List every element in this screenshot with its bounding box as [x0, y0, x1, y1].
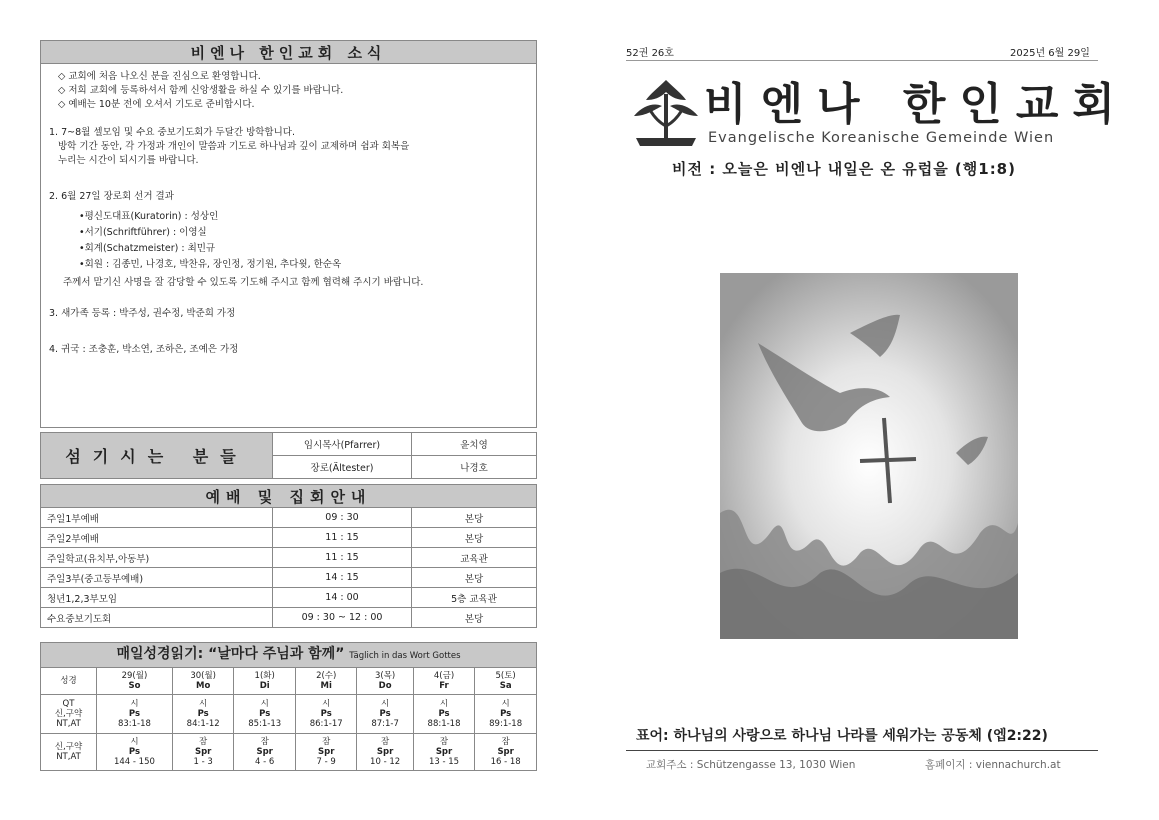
table-row [41, 548, 537, 568]
reading-cell: 시 Ps 88:1-18 [413, 695, 475, 734]
vision-statement: 비전 : 오늘은 비엔나 내일은 온 유럽을 (행1:8) [672, 160, 1016, 178]
cover-artwork [720, 273, 1018, 639]
reading-cell: 시 Ps 83:1-18 [97, 695, 173, 734]
worship-table [40, 484, 537, 628]
reading-cell: 잠 Spr 10 - 12 [357, 734, 413, 771]
issue-date: 2025년 6월 29일 [1010, 48, 1090, 59]
church-homepage: 홈페이지 : viennachurch.at [925, 759, 1061, 771]
welcome-line: ◇ 교회에 처음 나오신 분을 진심으로 환영합니다. [58, 71, 261, 82]
volume-number: 52권 26호 [626, 48, 674, 59]
reading-cell: 시 Ps 86:1-17 [295, 695, 357, 734]
news-title: 비엔나 한인교회 소식 [40, 40, 537, 64]
row-label: QT 신,구약 NT,AT [41, 695, 97, 734]
bible-title: 매일성경읽기: “날마다 주님과 함께” [116, 646, 345, 662]
reading-cell: 잠 Spr 1 - 3 [172, 734, 234, 771]
service-name: 청년1,2,3부모임 [41, 588, 273, 608]
election-line: •회원 : 김종민, 나경호, 박찬유, 장인정, 정기원, 추다윗, 한순옥 [79, 259, 342, 270]
reading-cell: 시 Ps 87:1-7 [357, 695, 413, 734]
day-cell: 29(월) So [97, 668, 173, 695]
reading-cell: 잠 Spr 4 - 6 [234, 734, 296, 771]
service-time: 11 : 15 [273, 548, 412, 568]
col-label: 성경 [41, 668, 97, 695]
servers-title: 섬기시는 분들 [41, 433, 273, 479]
news-body [40, 64, 537, 428]
reading-cell: 잠 Spr 7 - 9 [295, 734, 357, 771]
bible-reading-table [40, 642, 537, 771]
server-name: 나경호 [412, 456, 537, 479]
service-name: 주일학교(유치부,아동부) [41, 548, 273, 568]
reading-cell: 시 Ps 85:1-13 [234, 695, 296, 734]
news-item-1-detail: 누리는 시간이 되시기를 바랍니다. [58, 155, 199, 166]
service-place: 본당 [412, 608, 537, 628]
news-item-1-detail: 방학 기간 동안, 각 가정과 개인이 말씀과 기도로 하나님과 깊이 교제하며 쉼과 회복을 [58, 141, 410, 152]
table-row [41, 668, 537, 695]
table-row [41, 528, 537, 548]
news-item-1: 1. 7~8월 셀모임 및 수요 중보기도회가 두달간 방학합니다. [49, 127, 295, 138]
server-role: 장로(Ältester) [273, 456, 412, 479]
bible-title-de: Täglich in das Wort Gottes [349, 651, 461, 661]
election-line: •회계(Schatzmeister) : 최민규 [79, 243, 216, 254]
election-line: •평신도대표(Kuratorin) : 성상인 [79, 211, 219, 222]
service-time: 14 : 00 [273, 588, 412, 608]
news-item-2: 2. 6월 27일 장로회 선거 결과 [49, 191, 174, 202]
day-cell: 3(목) Do [357, 668, 413, 695]
table-row [41, 734, 537, 771]
divider [626, 750, 1098, 751]
server-role: 임시목사(Pfarrer) [273, 433, 412, 456]
divider [626, 60, 1098, 61]
day-cell: 1(화) Di [234, 668, 296, 695]
day-cell: 2(수) Mi [295, 668, 357, 695]
election-footer: 주께서 맡기신 사명을 잘 감당할 수 있도록 기도해 주시고 함께 협력해 주시기 바랍니다. [63, 277, 424, 288]
motto: 표어: 하나님의 사랑으로 하나님 나라를 세워가는 공동체 (엡2:22) [636, 728, 1048, 744]
news-item-4: 4. 귀국 : 조충훈, 박소연, 조하은, 조예은 가정 [49, 344, 239, 355]
table-row [41, 568, 537, 588]
day-cell: 5(토) Sa [475, 668, 537, 695]
election-line: •서기(Schriftführer) : 이영실 [79, 227, 207, 238]
church-address: 교회주소 : Schützengasse 13, 1030 Wien [646, 759, 856, 771]
reading-cell: 시 Ps 84:1-12 [172, 695, 234, 734]
table-row [41, 588, 537, 608]
church-subtitle: Evangelische Koreanische Gemeinde Wien [708, 130, 1055, 146]
service-name: 수요중보기도회 [41, 608, 273, 628]
row-label: 신,구약 NT,AT [41, 734, 97, 771]
service-place: 본당 [412, 508, 537, 528]
reading-cell: 시 Ps 144 - 150 [97, 734, 173, 771]
service-time: 14 : 15 [273, 568, 412, 588]
service-name: 주일1부예배 [41, 508, 273, 528]
reading-cell: 잠 Spr 16 - 18 [475, 734, 537, 771]
service-time: 09 : 30 ~ 12 : 00 [273, 608, 412, 628]
service-name: 주일2부예배 [41, 528, 273, 548]
worship-title: 예배 및 집회안내 [41, 485, 537, 508]
service-time: 09 : 30 [273, 508, 412, 528]
servers-table [40, 432, 537, 479]
reading-cell: 잠 Spr 13 - 15 [413, 734, 475, 771]
day-cell: 30(월) Mo [172, 668, 234, 695]
welcome-line: ◇ 예배는 10분 전에 오셔서 기도로 준비합시다. [58, 99, 255, 110]
service-place: 교육관 [412, 548, 537, 568]
service-name: 주일3부(중고등부예배) [41, 568, 273, 588]
service-place: 5층 교육관 [412, 588, 537, 608]
church-title: 비엔나 한인교회 [704, 79, 1129, 130]
day-cell: 4(금) Fr [413, 668, 475, 695]
server-name: 윤치영 [412, 433, 537, 456]
table-row [41, 508, 537, 528]
reading-cell: 시 Ps 89:1-18 [475, 695, 537, 734]
service-place: 본당 [412, 568, 537, 588]
service-place: 본당 [412, 528, 537, 548]
cross-horizontal [860, 459, 916, 461]
bible-title-cell [41, 643, 537, 668]
news-item-3: 3. 새가족 등록 : 박주성, 권수정, 박준희 가정 [49, 308, 236, 319]
welcome-line: ◇ 저희 교회에 등록하셔서 함께 신앙생활을 하실 수 있기를 바랍니다. [58, 85, 344, 96]
table-row [41, 695, 537, 734]
church-logo-icon [628, 76, 704, 152]
table-row [41, 608, 537, 628]
service-time: 11 : 15 [273, 528, 412, 548]
